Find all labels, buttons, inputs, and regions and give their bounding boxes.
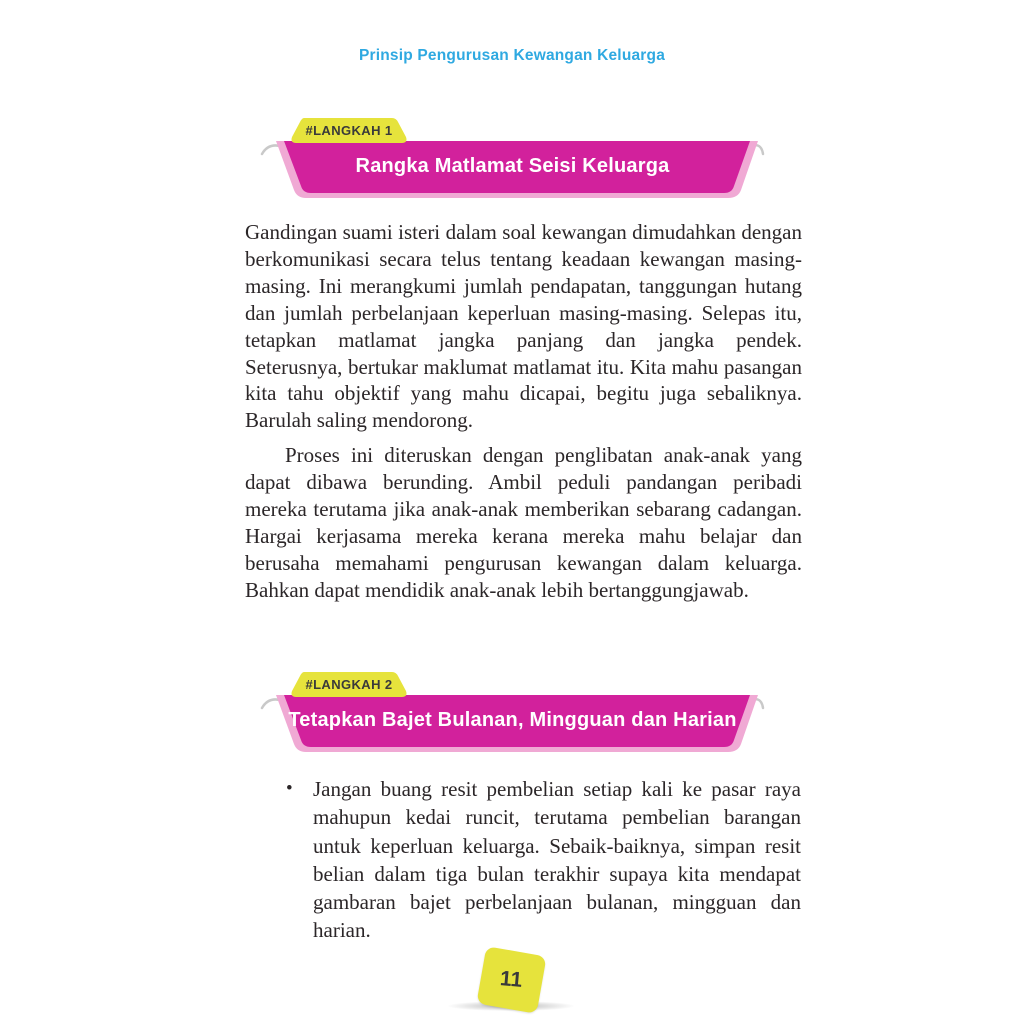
bullet-icon: •	[286, 778, 293, 799]
step1-tag-label: #LANGKAH 1	[305, 123, 393, 138]
paragraph: Proses ini diteruskan dengan penglibatan anak-anak yang dapat dibawa berunding. Ambil peduli pandangan peribadi mereka terutama jika anak-anak memberikan sebarang cadangan. Hargai kerjasama mereka kerana mereka mahu belajar dan berusaha memahami pengurusan kewangan dalam keluarga. Bahkan dapat mendidik anak-anak lebih bertanggungjawab.	[245, 443, 802, 602]
page-number: 11	[499, 967, 524, 992]
bullet-list-item	[286, 775, 801, 945]
body-text-block	[245, 219, 802, 604]
step2-tag-label: #LANGKAH 2	[305, 677, 393, 692]
paragraph: Gandingan suami isteri dalam soal kewangan dimudahkan dengan berkomunikasi secara telus tentang keadaan kewangan masing-masing. Ini merangkumi jumlah pendapatan, tanggungan hutang dan jumlah perbelanjaan keperluan masing-masing. Selepas itu, tetapkan matlamat jangka panjang dan jangka pendek. Seterusnya, bertukar maklumat matlamat itu. Kita mahu pasangan kita tahu objektif yang mahu dicapai, begitu juga sebaliknya. Barulah saling mendorong.	[245, 220, 802, 433]
running-header: Prinsip Pengurusan Kewangan Keluarga	[358, 47, 666, 64]
step1-title: Rangka Matlamat Seisi Keluarga	[355, 155, 670, 177]
step1-header	[260, 118, 765, 202]
step2-header	[260, 672, 765, 756]
page-number-note	[476, 946, 546, 1014]
step2-title: Tetapkan Bajet Bulanan, Mingguan dan Harian	[288, 709, 737, 731]
bullet-text: Jangan buang resit pembelian setiap kali ke pasar raya mahupun kedai runcit, terutama pembelian barangan untuk keperluan keluarga. Sebaik-baiknya, simpan resit belian dalam tiga bulan terakhir supaya kita mendapat gambaran bajet perbelanjaan bulanan, mingguan dan harian.	[313, 777, 801, 943]
